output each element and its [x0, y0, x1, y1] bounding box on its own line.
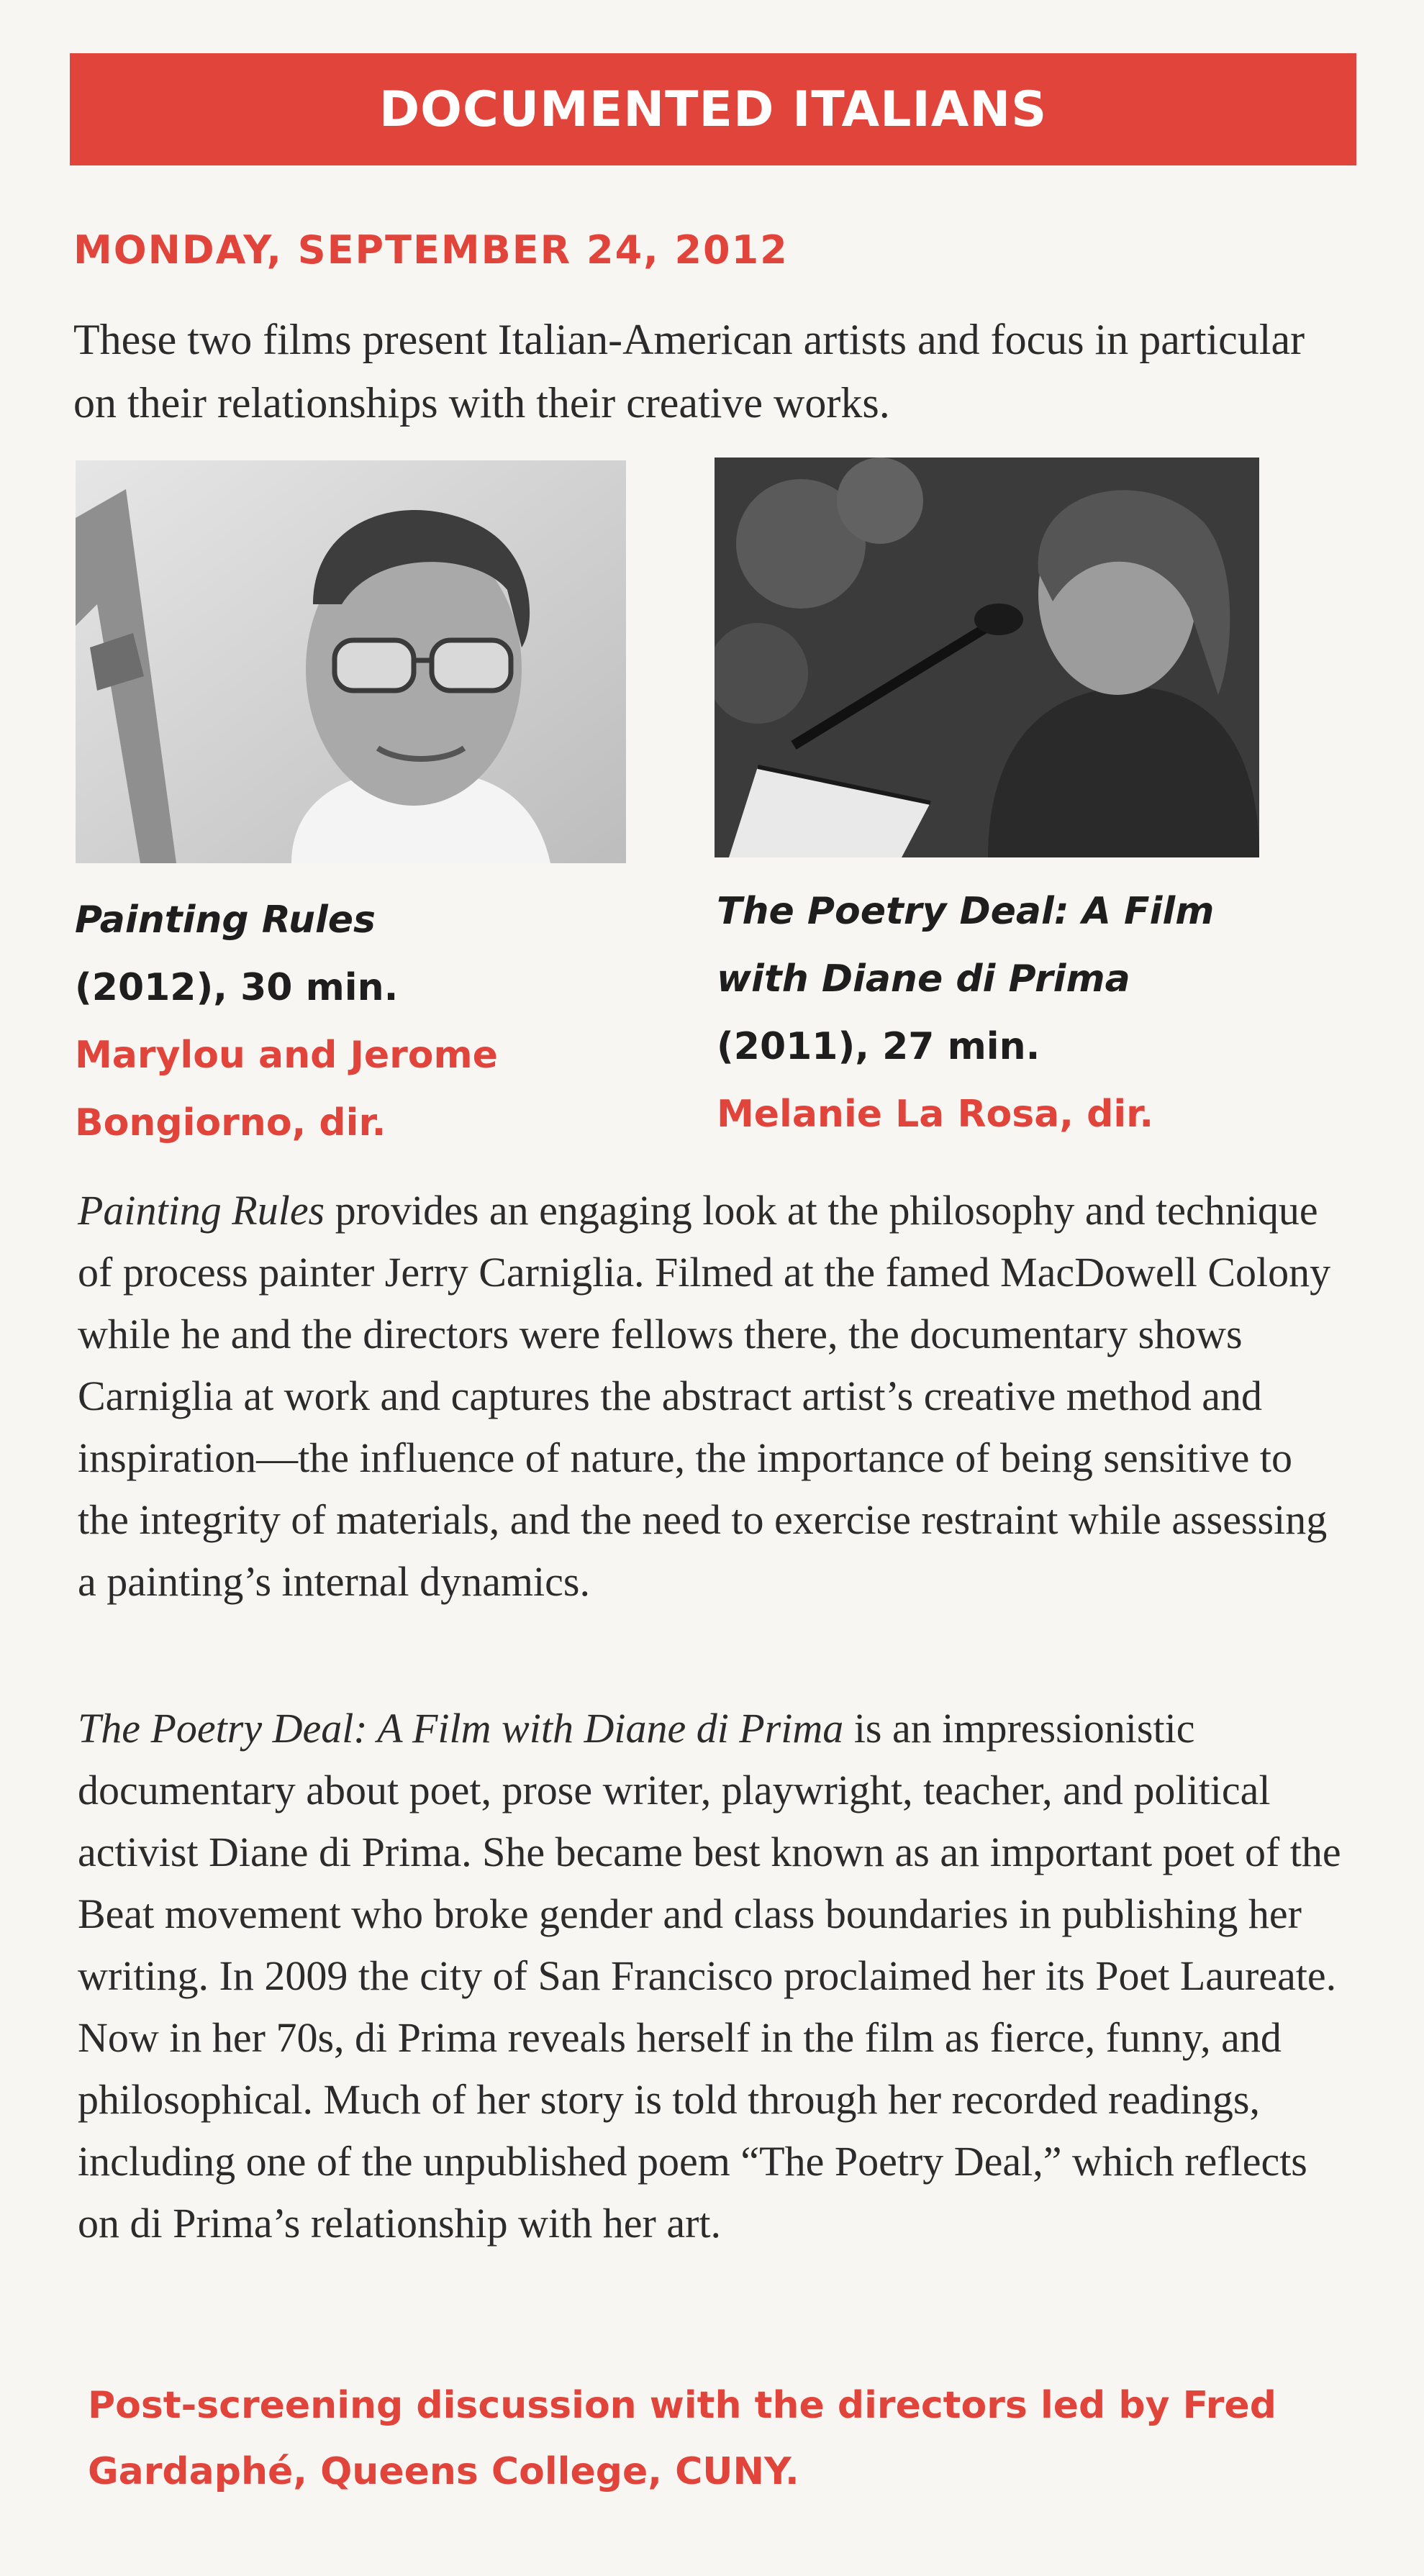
portrait-photo-woman-at-microphone-icon: [715, 458, 1259, 857]
painting-rules-photo: [76, 460, 626, 863]
film-year-runtime: (2012), 30 min.: [75, 966, 399, 1009]
film-title-cont: with Diane di Prima: [717, 957, 1130, 1001]
film-title-italic: Painting Rules: [78, 1187, 325, 1234]
film-director-cont: Bongiorno, dir.: [75, 1101, 386, 1144]
poetry-deal-photo: [715, 458, 1259, 857]
section-banner: [70, 53, 1356, 165]
description-text: provides an engaging look at the philosophy and technique of process painter Jerry Carniglia. Filmed at the famed MacDowell Colony while he and the directors were fellows there, the documentary shows Carniglia at work and captures the abstract artist’s creative method and inspiration—the influence of nature, the importance of being sensitive to the integrity of materials, and the need to exercise restraint while assessing a painting’s internal dynamics.: [78, 1187, 1331, 1605]
event-date: MONDAY, SEPTEMBER 24, 2012: [73, 227, 789, 273]
description-text: is an impressionistic documentary about poet, prose writer, playwright, teacher, and political activist Diane di Prima. She became best known as an important poet of the Beat movement who broke gender and class boundaries in publishing her writing. In 2009 the city of San Francisco proclaimed her its Poet Laureate. Now in her 70s, di Prima reveals herself in the film as fierce, funny, and philosophical. Much of her story is told through her recorded readings, including one of the unpublished poem “The Poetry Deal,” which reflects on di Prima’s relationship with her art.: [78, 1705, 1341, 2247]
poetry-deal-description: [78, 1698, 1348, 2254]
intro-text: These two films present Italian-American artists and focus in particular on their relationships with their creative works.: [73, 316, 1305, 427]
poetry-deal-credits: [717, 878, 1364, 1148]
film-director: Melanie La Rosa, dir.: [717, 1093, 1154, 1136]
film-title: Painting Rules: [75, 898, 376, 942]
film-title: The Poetry Deal: A Film: [717, 890, 1215, 933]
banner-title: DOCUMENTED ITALIANS: [378, 81, 1048, 138]
portrait-photo-man-with-glasses-icon: [76, 460, 626, 863]
film-title-italic: The Poetry Deal: A Film with Diane di Prima: [78, 1705, 844, 1752]
painting-rules-credits: [75, 886, 622, 1157]
film-year-runtime: (2011), 27 min.: [717, 1025, 1040, 1068]
painting-rules-description: [78, 1180, 1348, 1613]
discussion-note: Post-screening discussion with the directors led by Fred Gardaphé, Queens College, CUNY.: [88, 2384, 1276, 2493]
film-director: Marylou and Jerome: [75, 1034, 498, 1077]
